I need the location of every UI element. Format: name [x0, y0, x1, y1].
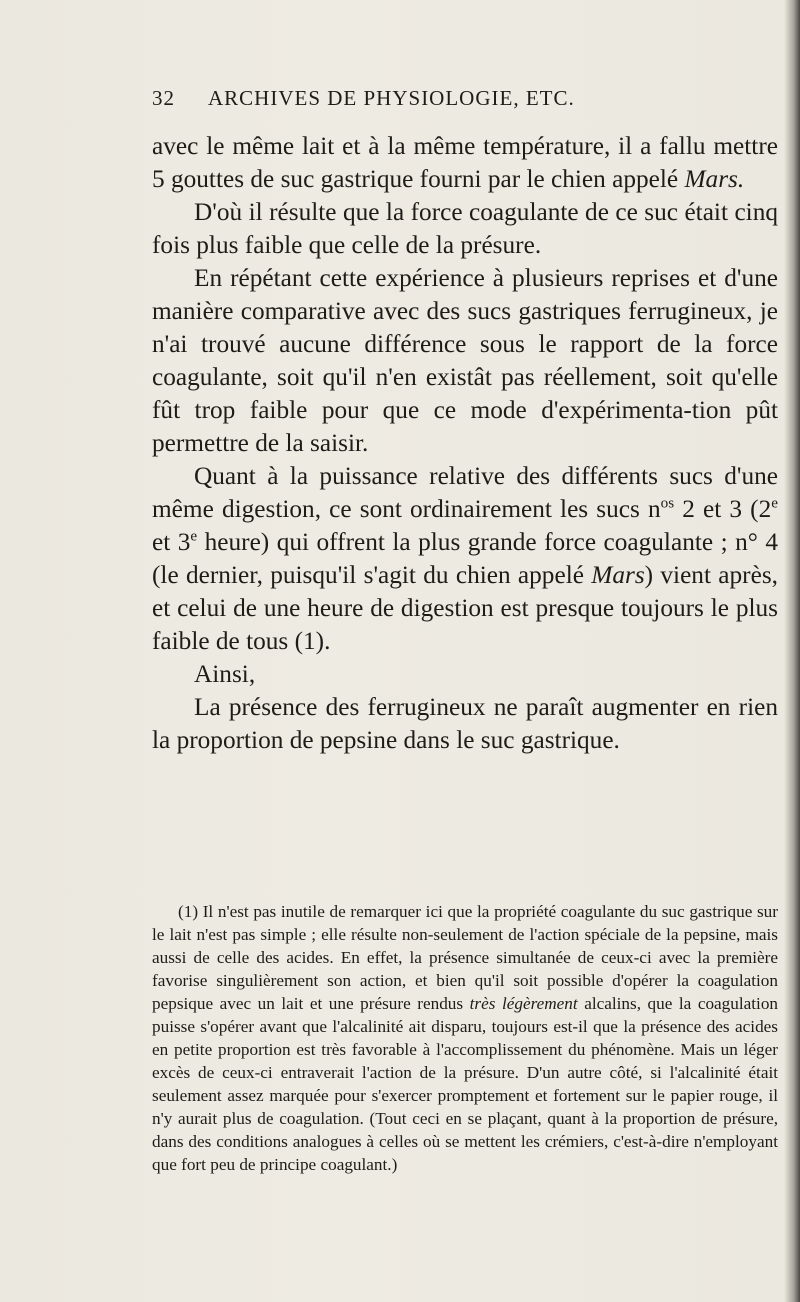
superscript-e-1: e [771, 494, 778, 512]
footnote-block [152, 900, 778, 1176]
footnote-1-part-b: alcalins, que la coagulation puisse s'opérer avant que l'alcalinité ait disparu, toujours est-il que la présence des acides en petite proportion est très favorable à l'accomplissement du phénomène. Mais un léger excès de ceux-ci entraverait l'action de la présure. D'un autre côté, si l'alcalinité était seulement assez marquée pour s'exercer promptement et fortement sur le papier rouge, il n'y aurait plus de coagulation. (Tout ceci en se plaçant, quant à la proportion de présure, dans des conditions analogues à celles où se mettent les crémiers, c'est-à-dire n'employant que fort peu de principe coagulant.) [152, 994, 779, 1174]
superscript-e-2: e [190, 527, 198, 545]
paragraph-2: D'où il résulte que la force coagulante de ce suc était cinq fois plus faible que celle de la présure. [152, 198, 778, 259]
paragraph-5: Ainsi, [194, 660, 256, 688]
paragraph-1-text: avec le même lait et à la même température, il a fallu mettre 5 gouttes de suc gastrique fourni par le chien appelé [152, 132, 778, 193]
paragraph-6-conclusion: La présence des ferrugineux ne paraît augmenter en rien la proportion de pepsine dans le suc gastrique. [152, 693, 778, 754]
main-text [152, 130, 778, 757]
page-header [152, 86, 752, 120]
dog-name-mars: Mars. [684, 165, 745, 193]
paragraph-4-part-a: Quant à la puissance relative des différents sucs d'une même digestion, ce sont ordinairement les sucs n [152, 462, 778, 523]
paragraph-4-part-e: ) vient après, et celui de une heure de digestion est presque toujours le plus faible de tous (1). [152, 561, 778, 655]
page-number: 32 [152, 86, 175, 110]
footnote-italic-phrase: très légèrement [469, 994, 578, 1013]
footnote-1-part-a: (1) Il n'est pas inutile de remarquer ici que la propriété coagulante du suc gastrique sur le lait n'est pas simple ; elle résulte non-seulement de l'action spéciale de la pepsine, mais aussi de celle des acides. En effet, la présence simultanée de ceux-ci avec la première favorise singulièrement son action, et bien qu'il soit possible d'opérer la coagulation pepsique avec un lait et une présure rendus [152, 902, 778, 1013]
paragraph-4-part-c: et 3 [152, 528, 191, 556]
page-edge-shadow [784, 0, 800, 1302]
paragraph-4-part-b: 2 et 3 (2 [674, 495, 772, 523]
footnote-1 [152, 900, 778, 1176]
paragraph-1 [152, 130, 778, 196]
paragraph-4-part-d: heure) qui offrent la plus grande force coagulante ; n° 4 (le dernier, puisqu'il s'agit du chien appelé [152, 528, 778, 589]
running-title: ARCHIVES DE PHYSIOLOGIE, ETC. [208, 86, 575, 110]
superscript-os: os [660, 494, 675, 512]
paragraph-3: En répétant cette expérience à plusieurs reprises et d'une manière comparative avec des sucs gastriques ferrugineux, je n'ai trouvé aucune différence sous le rapport de la force coagulante, soit qu'il n'en existât pas réellement, soit qu'elle fût trop faible pour que ce mode d'expérimenta-tion pût permettre de la saisir. [152, 264, 778, 457]
paragraph-4 [152, 460, 778, 658]
dog-name-mars-2: Mars [591, 561, 645, 589]
